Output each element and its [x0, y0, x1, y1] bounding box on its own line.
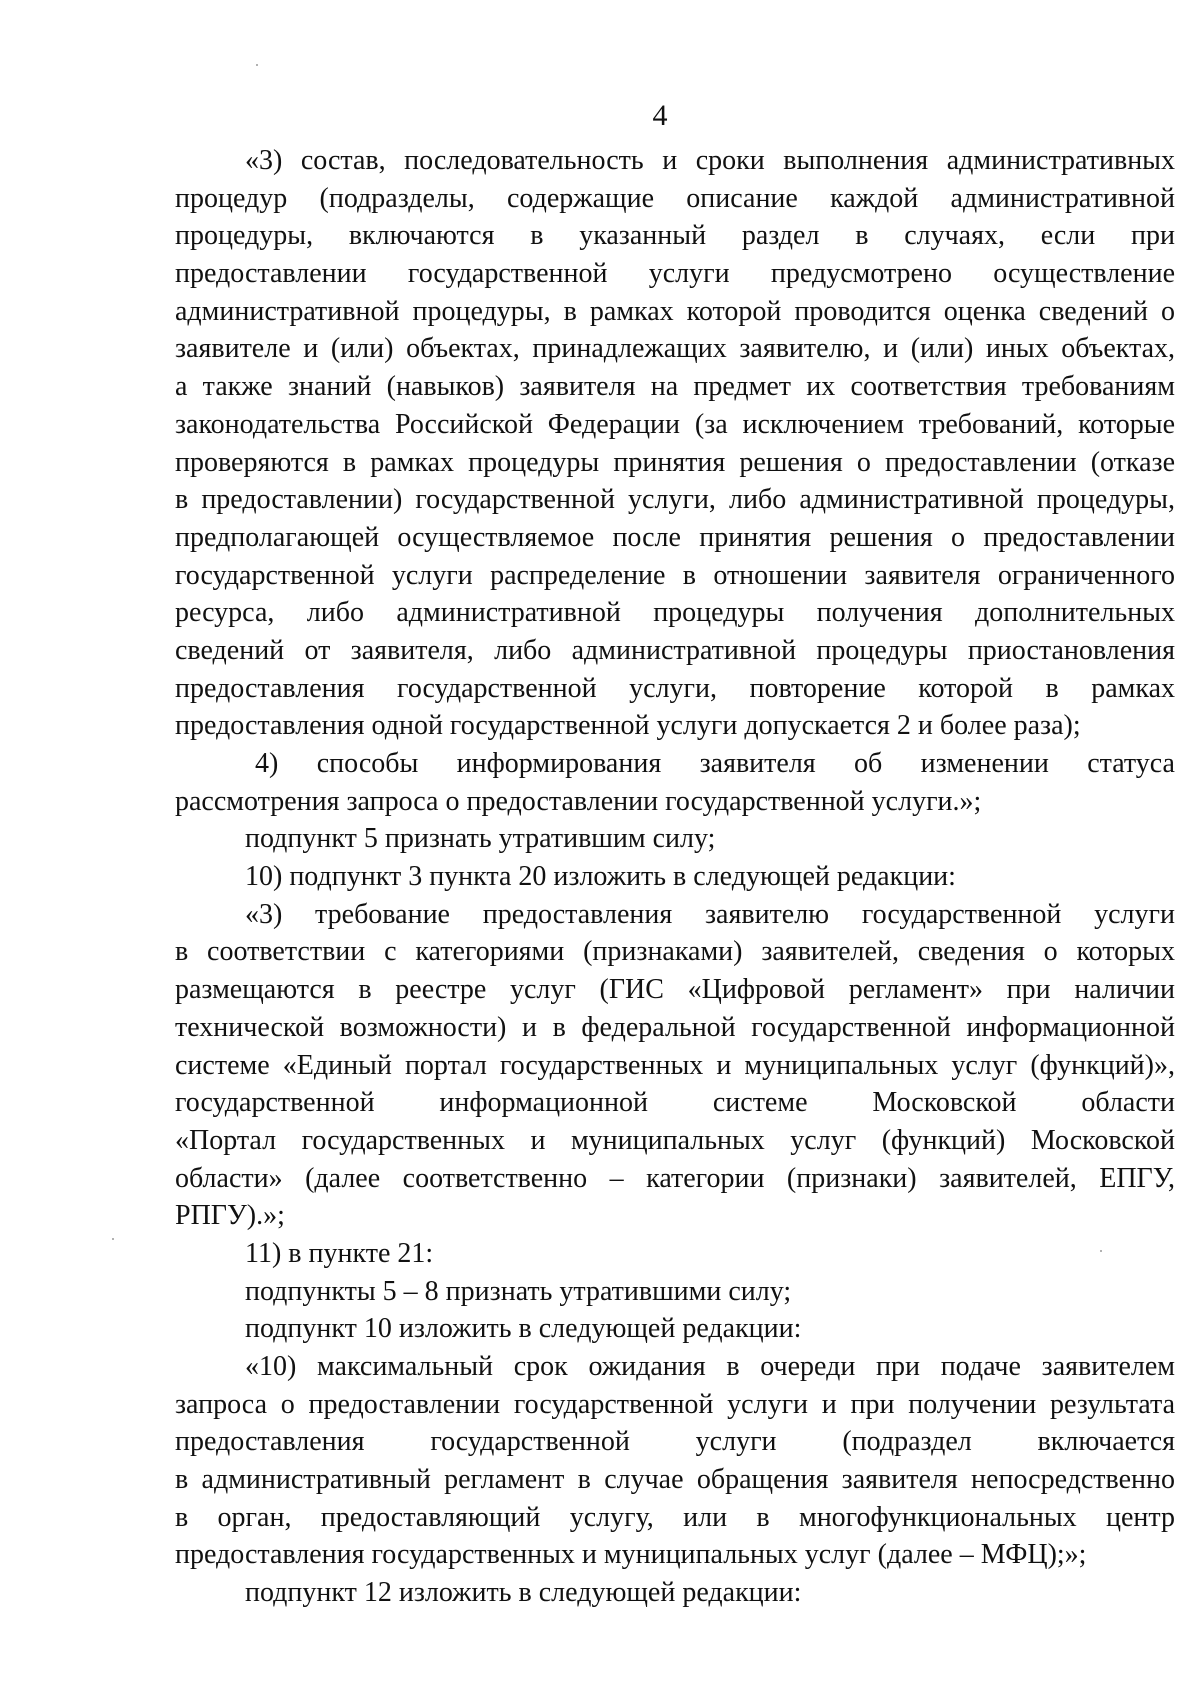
text-line: РПГУ).»;	[175, 1200, 285, 1232]
text-line: в административный регламент в случае обращения заявителя непосредственно	[175, 1464, 1175, 1496]
text-line: «3) состав, последовательность и сроки выполнения административных	[245, 145, 1175, 176]
text-line: предполагающей осуществляемое после принятия решения о предоставлении	[175, 521, 1175, 553]
text-line: в орган, предоставляющий услугу, или в многофункциональных центр	[175, 1501, 1175, 1533]
text-line: 4) способы информирования заявителя об изменении статуса	[255, 748, 1175, 779]
text-line: «Портал государственных и муниципальных услуг (функций) Московской	[175, 1124, 1175, 1156]
text-line: проверяются в рамках процедуры принятия решения о предоставлении (отказе	[175, 446, 1175, 478]
page-number: 4	[652, 99, 668, 132]
scan-speck	[112, 1238, 114, 1240]
text-line: предоставления одной государственной услуги допускается 2 и более раза);	[175, 710, 1081, 742]
text-line: подпункт 5 признать утратившим силу;	[245, 823, 716, 855]
text-line: «3) требование предоставления заявителю государственной услуги	[245, 898, 1175, 930]
text-line: административной процедуры, в рамках которой проводится оценка сведений о	[175, 295, 1175, 327]
text-line: заявителе и (или) объектах, принадлежащих заявителю, и (или) иных объектах,	[175, 333, 1175, 365]
text-line: запроса о предоставлении государственной услуги и при получении результата	[175, 1388, 1175, 1420]
text-line: государственной информационной системе Московской области	[175, 1087, 1175, 1119]
text-line: процедур (подразделы, содержащие описание каждой административной	[175, 182, 1175, 214]
text-line: в соответствии с категориями (признаками) заявителей, сведения о которых	[175, 936, 1175, 968]
text-line: подпункты 5 – 8 признать утратившими силу;	[245, 1275, 792, 1307]
text-line: 10) подпункт 3 пункта 20 изложить в следующей редакции:	[245, 861, 956, 893]
text-line: предоставления государственной услуги, повторение которой в рамках	[175, 672, 1175, 704]
text-line: процедуры, включаются в указанный раздел в случаях, если при	[175, 220, 1175, 252]
text-line: подпункт 10 изложить в следующей редакции:	[245, 1313, 802, 1345]
text-line: предоставлении государственной услуги предусмотрено осуществление	[175, 258, 1175, 290]
text-line: 11) в пункте 21:	[245, 1237, 434, 1269]
text-line: предоставления государственных и муниципальных услуг (далее – МФЦ);»;	[175, 1539, 1087, 1571]
text-line: рассмотрения запроса о предоставлении государственной услуги.»;	[175, 785, 982, 817]
text-line: сведений от заявителя, либо административной процедуры приостановления	[175, 634, 1175, 666]
text-line: «10) максимальный срок ожидания в очереди при подаче заявителем	[245, 1351, 1175, 1382]
text-line: области» (далее соответственно – категории (признаки) заявителей, ЕПГУ,	[175, 1162, 1175, 1194]
text-line: технической возможности) и в федеральной государственной информационной	[175, 1011, 1175, 1043]
text-line: а также знаний (навыков) заявителя на предмет их соответствия требованиям	[175, 371, 1175, 403]
document-body	[175, 142, 1175, 1612]
text-line: системе «Единый портал государственных и муниципальных услуг (функций)»,	[175, 1049, 1175, 1081]
text-line: подпункт 12 изложить в следующей редакции:	[245, 1577, 802, 1609]
text-line: предоставления государственной услуги (подраздел включается	[175, 1426, 1175, 1458]
scan-speck	[1100, 1250, 1102, 1252]
text-line: ресурса, либо административной процедуры получения дополнительных	[175, 597, 1175, 629]
text-line: размещаются в реестре услуг (ГИС «Цифровой регламент» при наличии	[175, 974, 1175, 1006]
text-line: законодательства Российской Федерации (за исключением требований, которые	[175, 408, 1175, 440]
text-line: в предоставлении) государственной услуги, либо административной процедуры,	[175, 484, 1175, 516]
scan-speck	[256, 64, 258, 66]
text-line: государственной услуги распределение в отношении заявителя ограниченного	[175, 559, 1175, 591]
